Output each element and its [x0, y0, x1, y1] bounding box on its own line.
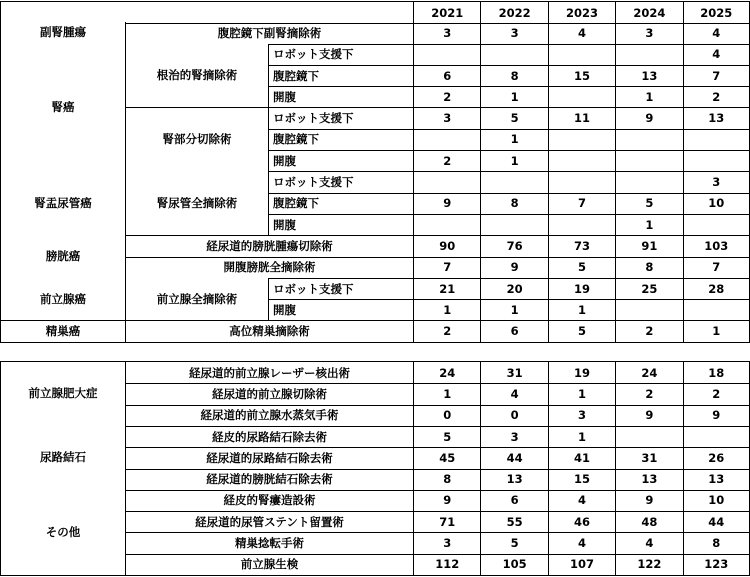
value-cell-2024: 3: [615, 22, 682, 43]
value-cell-2025: 7: [683, 257, 750, 278]
value-cell-2023: 4: [548, 532, 615, 553]
value-cell-2022: 20: [480, 278, 547, 299]
procedure-name: 経尿道的尿管ステント留置術: [125, 511, 413, 532]
disease-name: 膀胱癌: [0, 235, 125, 277]
approach-name: ロボット支援下: [268, 44, 413, 65]
value-cell-2021: 9: [413, 490, 480, 511]
value-cell-2022: 3: [480, 22, 547, 43]
value-cell-2023: 5: [548, 321, 615, 342]
value-cell-2022: 8: [480, 65, 547, 86]
value-cell-2025: 26: [683, 447, 750, 468]
approach-name: 開腹: [268, 150, 413, 171]
value-cell-2022: 4: [480, 383, 547, 404]
value-cell-2022: 3: [480, 426, 547, 447]
approach-name: 腹腔鏡下: [268, 193, 413, 214]
value-cell-2022: 1: [480, 86, 547, 107]
value-cell-2021: 24: [413, 362, 480, 383]
value-cell-2021: 6: [413, 65, 480, 86]
value-cell-2021: 71: [413, 511, 480, 532]
value-cell-2024: 2: [615, 321, 682, 342]
procedure-name: 精巣捻転手術: [125, 532, 413, 553]
value-cell-2024: 91: [615, 235, 682, 256]
value-cell-2021: 90: [413, 235, 480, 256]
approach-name: 腹腔鏡下: [268, 129, 413, 150]
procedure-name: 腎部分切除術: [125, 108, 268, 171]
disease-name: 精巣癌: [0, 321, 125, 341]
procedure-name: 高位精巣摘除術: [125, 321, 413, 342]
value-cell-2022: [480, 214, 547, 235]
value-cell-2024: 8: [615, 257, 682, 278]
value-cell-2024: 9: [615, 405, 682, 426]
value-cell-2023: 11: [548, 108, 615, 129]
disease-name: 前立腺癌: [0, 278, 125, 320]
procedure-name: 経尿道的前立腺水蒸気手術: [125, 405, 413, 426]
disease-name: 前立腺肥大症: [0, 362, 125, 425]
year-header-2025: 2025: [683, 2, 750, 23]
value-cell-2023: 1: [548, 299, 615, 320]
value-cell-2021: 3: [413, 22, 480, 43]
value-cell-2024: 1: [615, 214, 682, 235]
value-cell-2022: 13: [480, 469, 547, 490]
value-cell-2022: [480, 44, 547, 65]
value-cell-2021: 1: [413, 299, 480, 320]
value-cell-2021: 5: [413, 426, 480, 447]
value-cell-2025: 2: [683, 383, 750, 404]
value-cell-2021: 0: [413, 405, 480, 426]
value-cell-2023: 1: [548, 426, 615, 447]
value-cell-2025: 103: [683, 235, 750, 256]
disease-name: その他: [0, 490, 125, 574]
value-cell-2021: 21: [413, 278, 480, 299]
value-cell-2023: [548, 129, 615, 150]
value-cell-2021: [413, 129, 480, 150]
value-cell-2025: [683, 299, 750, 320]
value-cell-2025: [683, 129, 750, 150]
disease-name: 腎盂尿管癌: [0, 171, 125, 234]
value-cell-2022: 6: [480, 321, 547, 342]
value-cell-2025: 7: [683, 65, 750, 86]
value-cell-2024: [615, 171, 682, 192]
value-cell-2023: [548, 44, 615, 65]
disease-name: 尿路結石: [0, 426, 125, 489]
value-cell-2022: 0: [480, 405, 547, 426]
value-cell-2024: 2: [615, 383, 682, 404]
value-cell-2021: [413, 214, 480, 235]
value-cell-2021: 8: [413, 469, 480, 490]
procedure-name: 経皮的腎瘻造設術: [125, 490, 413, 511]
value-cell-2021: 1: [413, 383, 480, 404]
value-cell-2023: 3: [548, 405, 615, 426]
value-cell-2022: 6: [480, 490, 547, 511]
value-cell-2021: 3: [413, 532, 480, 553]
value-cell-2021: 2: [413, 86, 480, 107]
procedure-name: 経尿道的前立腺切除術: [125, 383, 413, 404]
value-cell-2023: [548, 150, 615, 171]
value-cell-2024: [615, 299, 682, 320]
value-cell-2021: 3: [413, 108, 480, 129]
value-cell-2025: [683, 150, 750, 171]
value-cell-2023: [548, 171, 615, 192]
value-cell-2025: 13: [683, 469, 750, 490]
value-cell-2025: 4: [683, 22, 750, 43]
value-cell-2024: 122: [615, 554, 682, 575]
value-cell-2024: 5: [615, 193, 682, 214]
value-cell-2025: 28: [683, 278, 750, 299]
value-cell-2023: 7: [548, 193, 615, 214]
approach-name: 腹腔鏡下: [268, 65, 413, 86]
value-cell-2024: 25: [615, 278, 682, 299]
value-cell-2025: 10: [683, 193, 750, 214]
value-cell-2025: 10: [683, 490, 750, 511]
value-cell-2023: 107: [548, 554, 615, 575]
value-cell-2024: 13: [615, 469, 682, 490]
value-cell-2024: 9: [615, 108, 682, 129]
value-cell-2023: 15: [548, 469, 615, 490]
year-header-2021: 2021: [413, 2, 480, 23]
approach-name: ロボット支援下: [268, 108, 413, 129]
value-cell-2022: 31: [480, 362, 547, 383]
value-cell-2022: 5: [480, 532, 547, 553]
value-cell-2022: 105: [480, 554, 547, 575]
value-cell-2022: 1: [480, 299, 547, 320]
header-row: [0, 1, 750, 24]
value-cell-2025: 1: [683, 321, 750, 342]
value-cell-2024: 24: [615, 362, 682, 383]
value-cell-2024: [615, 129, 682, 150]
value-cell-2023: 5: [548, 257, 615, 278]
procedure-name: 経尿道的前立腺レーザー核出術: [125, 362, 413, 383]
value-cell-2025: [683, 426, 750, 447]
approach-name: ロボット支援下: [268, 171, 413, 192]
value-cell-2023: 19: [548, 362, 615, 383]
year-header-2023: 2023: [548, 2, 615, 23]
value-cell-2024: [615, 426, 682, 447]
value-cell-2024: [615, 150, 682, 171]
value-cell-2023: [548, 86, 615, 107]
procedure-name: 経皮的尿路結石除去術: [125, 426, 413, 447]
procedure-name: 経尿道的尿路結石除去術: [125, 447, 413, 468]
procedure-name: 腹腔鏡下副腎摘除術: [125, 22, 413, 43]
value-cell-2025: 3: [683, 171, 750, 192]
procedure-name: 根治的腎摘除術: [125, 44, 268, 107]
value-cell-2021: 45: [413, 447, 480, 468]
procedure-name: 経尿道的膀胱結石除去術: [125, 469, 413, 490]
value-cell-2023: 4: [548, 490, 615, 511]
value-cell-2022: 55: [480, 511, 547, 532]
value-cell-2022: 1: [480, 129, 547, 150]
disease-name: 腎癌: [0, 44, 125, 171]
value-cell-2023: 73: [548, 235, 615, 256]
value-cell-2024: 9: [615, 490, 682, 511]
year-header-2024: 2024: [615, 2, 682, 23]
value-cell-2022: 76: [480, 235, 547, 256]
value-cell-2021: 112: [413, 554, 480, 575]
value-cell-2025: 4: [683, 44, 750, 65]
value-cell-2023: 4: [548, 22, 615, 43]
value-cell-2025: [683, 214, 750, 235]
procedure-name: 前立腺全摘除術: [125, 278, 268, 320]
value-cell-2021: 9: [413, 193, 480, 214]
value-cell-2022: 8: [480, 193, 547, 214]
value-cell-2022: 9: [480, 257, 547, 278]
value-cell-2021: 2: [413, 321, 480, 342]
value-cell-2025: 8: [683, 532, 750, 553]
value-cell-2025: 13: [683, 108, 750, 129]
procedure-name: 経尿道的膀胱腫瘍切除術: [125, 235, 413, 256]
value-cell-2023: 46: [548, 511, 615, 532]
value-cell-2025: 2: [683, 86, 750, 107]
approach-name: 開腹: [268, 214, 413, 235]
value-cell-2023: 15: [548, 65, 615, 86]
value-cell-2025: 18: [683, 362, 750, 383]
value-cell-2021: [413, 171, 480, 192]
procedure-name: 開腹膀胱全摘除術: [125, 257, 413, 278]
procedure-name: 前立腺生検: [125, 554, 413, 575]
approach-name: 開腹: [268, 86, 413, 107]
value-cell-2023: 1: [548, 383, 615, 404]
value-cell-2022: 1: [480, 150, 547, 171]
value-cell-2021: 7: [413, 257, 480, 278]
year-header-2022: 2022: [480, 2, 547, 23]
value-cell-2021: 2: [413, 150, 480, 171]
value-cell-2022: 5: [480, 108, 547, 129]
value-cell-2025: 44: [683, 511, 750, 532]
value-cell-2024: [615, 44, 682, 65]
procedure-name: 腎尿管全摘除術: [125, 171, 268, 234]
value-cell-2022: 44: [480, 447, 547, 468]
value-cell-2024: 1: [615, 86, 682, 107]
value-cell-2025: 9: [683, 405, 750, 426]
value-cell-2025: 123: [683, 554, 750, 575]
value-cell-2023: [548, 214, 615, 235]
value-cell-2024: 48: [615, 511, 682, 532]
value-cell-2021: [413, 44, 480, 65]
value-cell-2024: 4: [615, 532, 682, 553]
approach-name: ロボット支援下: [268, 278, 413, 299]
header-blank: [0, 2, 413, 23]
value-cell-2023: 41: [548, 447, 615, 468]
value-cell-2024: 13: [615, 65, 682, 86]
approach-name: 開腹: [268, 299, 413, 320]
disease-name: 副腎腫瘍: [0, 22, 125, 42]
value-cell-2023: 19: [548, 278, 615, 299]
value-cell-2022: [480, 171, 547, 192]
value-cell-2024: 31: [615, 447, 682, 468]
